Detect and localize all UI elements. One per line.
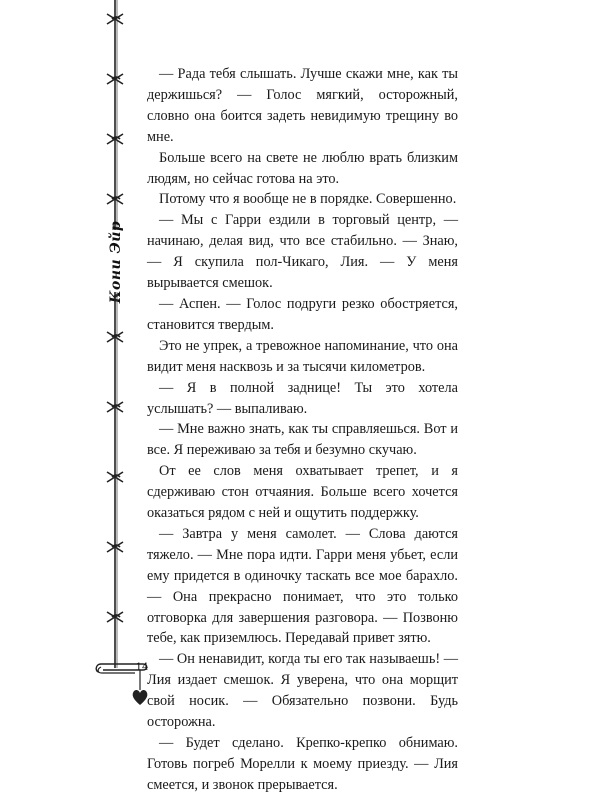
page-number: 14 [135, 662, 149, 673]
paragraph: Это не упрек, а тревожное напоминание, что она видит меня насквозь и за тысячи километров. [147, 337, 458, 375]
paragraph: Больше всего на свете не люблю врать близким людям, но сейчас готова на это. [147, 149, 458, 187]
paragraph: — Мы с Гарри ездили в торговый центр, — начинаю, делая вид, что все стабильно. — Знаю, — Я скупила пол-Чикаго, Лия. — У меня вырывается смешок. [147, 212, 458, 292]
paragraph: — Рада тебя слышать. Лучше скажи мне, как ты держишься? — Голос мягкий, осторожный, словно она боится задеть невидимую трещину во мне. [147, 66, 458, 145]
barbed-wire-icon [95, 0, 135, 230]
paragraph: — Будет сделано. Крепко-крепко обнимаю. Готовь погреб Морелли к моему приезду. — Лия смеется, и звонок прерывается. [147, 735, 458, 793]
barbed-wire-lower-icon [95, 292, 135, 668]
paragraph: Потому что я вообще не в порядке. Совершенно. [159, 191, 457, 208]
paragraph: — Аспен. — Голос подруги резко обостряется, становится твердым. [147, 295, 458, 333]
author-name: Кони Эйр [108, 220, 124, 304]
paragraph: — Он ненавидит, когда ты его так называешь! — Лия издает смешок. Я уверена, что она морщит свой носик. — Обязательно позвони. Будь осторожна. [147, 651, 458, 731]
paragraph: — Мне важно знать, как ты справляешься. Вот и все. Я переживаю за тебя и безумно скучаю. [147, 421, 458, 459]
paragraph: — Я в полной заднице! Ты это хотела услышать? — выпаливаю. [147, 379, 458, 417]
body-text [147, 64, 458, 796]
paragraph: — Завтра у меня самолет. — Слова даются тяжело. — Мне пора идти. Гарри меня убьет, если ему придется в одиночку таскать все мое барахло. — Она прекрасно понимает, что это только отговорка для завершения разговора. — Позвоню тебе, как приземлюсь. Передавай привет зятю. [147, 525, 458, 647]
paragraph: От ее слов меня охватывает трепет, и я сдерживаю стон отчаяния. Больше всего хочется оказаться рядом с ней и ощутить поддержку. [147, 463, 458, 522]
